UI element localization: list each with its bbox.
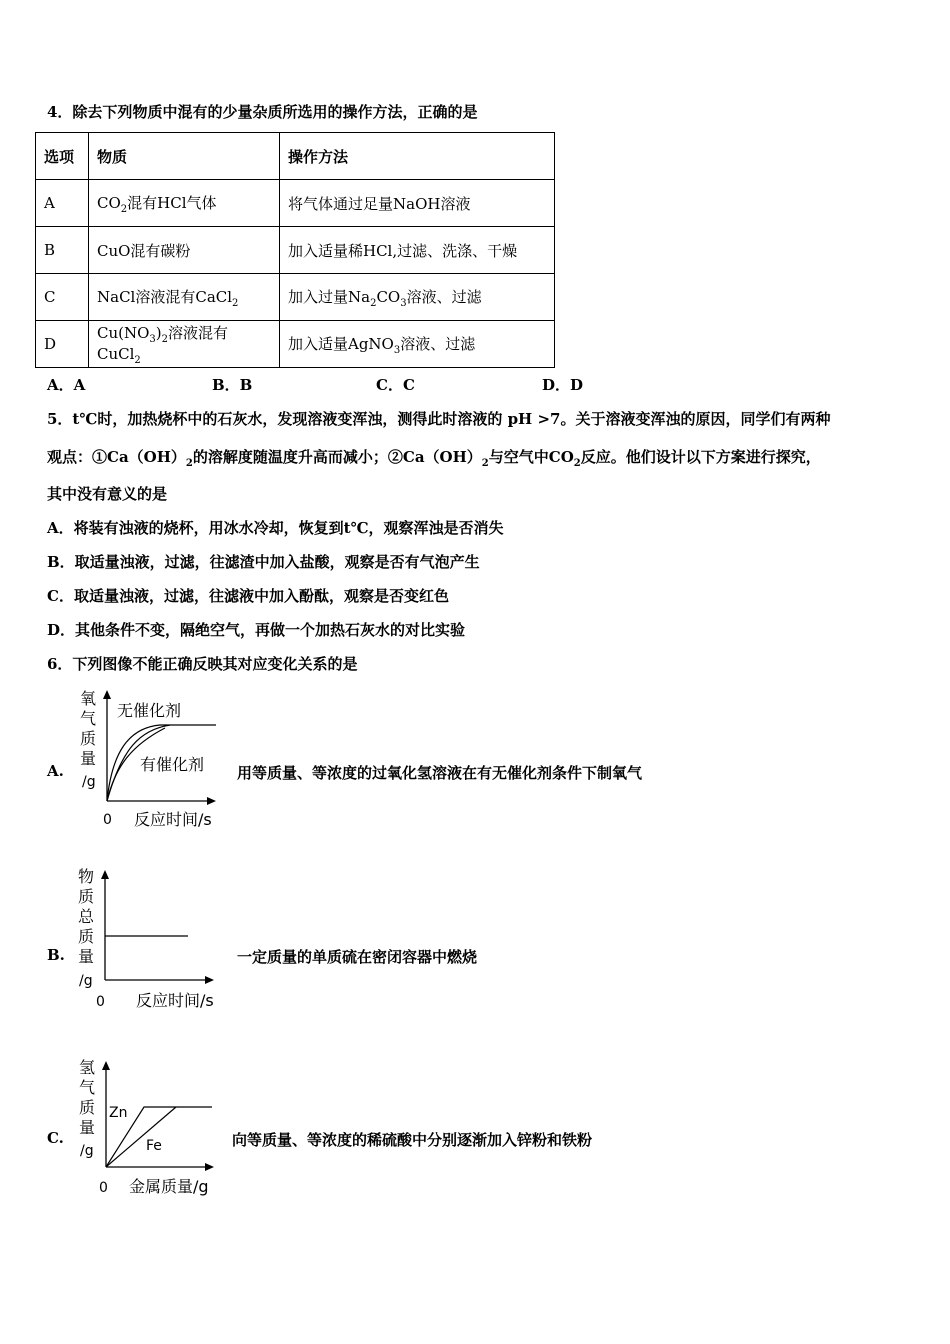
graph-c — [70, 1055, 230, 1200]
answer-d[interactable]: D．D — [542, 376, 584, 394]
row-substance: $CO_2$混有HCl气体 — [89, 180, 280, 227]
graph-b-svg — [70, 864, 230, 1012]
ylabel-unit: /g — [82, 774, 96, 790]
x-axis-arrow — [205, 1163, 214, 1171]
row-substance: CuO混有碳粉 — [89, 227, 280, 274]
graph-c-desc: 向等质量、等浓度的稀硫酸中分别逐渐加入锌粉和铁粉 — [232, 1131, 593, 1149]
curve-label-no-catalyst: 无催化剂 — [117, 701, 182, 720]
graph-c-svg — [70, 1055, 230, 1200]
answer-c[interactable]: C．C — [376, 376, 415, 394]
table-row — [36, 321, 555, 368]
ylabel-char: 量 — [79, 1118, 96, 1137]
graph-b-label[interactable]: B. — [47, 946, 65, 964]
ylabel-char: 量 — [80, 749, 97, 768]
ylabel-char: 总 — [78, 907, 95, 926]
ylabel-char: 质 — [78, 887, 95, 906]
curve-label-fe: Fe — [146, 1138, 162, 1154]
row-method: 加入适量AgNO$_3$溶液、过滤 — [280, 321, 555, 368]
graph-a-svg — [70, 688, 230, 833]
ylabel-char: 质 — [80, 729, 97, 748]
ylabel-unit: /g — [79, 973, 93, 989]
ylabel-char: 量 — [78, 947, 95, 966]
curve-label-catalyst: 有催化剂 — [140, 755, 205, 774]
graph-c-ylabel — [79, 1058, 95, 1159]
graph-b-ylabel — [78, 867, 95, 989]
origin-label: 0 — [103, 812, 112, 828]
header-option: 选项 — [36, 133, 89, 180]
ylabel-char: 物 — [78, 867, 95, 886]
curve-label-zn: Zn — [109, 1105, 128, 1121]
x-axis-arrow — [205, 976, 214, 984]
xlabel: 反应时间/s — [136, 991, 214, 1010]
header-method: 操作方法 — [280, 133, 555, 180]
ylabel-char: 质 — [79, 1098, 96, 1117]
ylabel-char: 氧 — [80, 689, 97, 708]
graph-b — [70, 864, 230, 1012]
q5-option-d[interactable]: D．其他条件不变，隔绝空气，再做一个加热石灰水的对比实验 — [47, 621, 466, 639]
origin-label: 0 — [96, 994, 105, 1010]
graph-a-ylabel — [80, 689, 96, 790]
row-substance: NaCl溶液混有CaCl$_2$ — [89, 274, 280, 321]
row-option: C — [36, 274, 89, 321]
table-row — [36, 180, 555, 227]
xlabel: 反应时间/s — [134, 810, 212, 829]
graph-a — [70, 688, 230, 833]
ylabel-char: 气 — [79, 1078, 96, 1097]
q6-stem: 6．下列图像不能正确反映其对应变化关系的是 — [47, 655, 358, 673]
graph-c-label[interactable]: C. — [47, 1129, 64, 1147]
row-method: 加入适量稀HCl,过滤、洗涤、干燥 — [280, 227, 555, 274]
ylabel-char: 质 — [78, 927, 95, 946]
row-option: A — [36, 180, 89, 227]
q4-table — [35, 132, 555, 368]
row-method: 将气体通过足量NaOH溶液 — [280, 180, 555, 227]
row-substance: $Cu(NO_3)_2$溶液混有CuCl$_2$ — [89, 321, 280, 368]
header-substance: 物质 — [89, 133, 280, 180]
ylabel-unit: /g — [80, 1143, 94, 1159]
origin-label: 0 — [99, 1180, 108, 1196]
q5-option-b[interactable]: B．取适量浊液，过滤，往滤渣中加入盐酸，观察是否有气泡产生 — [47, 553, 480, 571]
answer-a[interactable]: A．A — [47, 376, 86, 394]
graph-b-desc: 一定质量的单质硫在密闭容器中燃烧 — [237, 948, 478, 966]
q5-line1: 5．t℃时，加热烧杯中的石灰水，发现溶液变浑浊，测得此时溶液的 pH >7。关于溶液变浑浊的原因，同学们有两种 — [47, 410, 831, 428]
x-axis-arrow — [207, 797, 216, 805]
xlabel: 金属质量/g — [129, 1177, 209, 1196]
table-header-row — [36, 133, 555, 180]
row-method: 加入过量$Na_2CO_3$溶液、过滤 — [280, 274, 555, 321]
row-option: B — [36, 227, 89, 274]
table-row — [36, 274, 555, 321]
y-axis-arrow — [102, 1061, 110, 1070]
q5-option-a[interactable]: A．将装有浊液的烧杯，用冰水冷却，恢复到t℃，观察浑浊是否消失 — [47, 519, 504, 537]
graph-a-desc: 用等质量、等浓度的过氧化氢溶液在有无催化剂条件下制氧气 — [237, 764, 643, 782]
y-axis-arrow — [103, 690, 111, 699]
ylabel-char: 氢 — [79, 1058, 96, 1077]
q5-line3: 其中没有意义的是 — [47, 485, 168, 503]
q5-line2: 观点：$①Ca(OH)_2$的溶解度随温度升高而减小；$②Ca(OH)_2$与空气中$CO_2$反应。他们设计以下方案进行探究， — [47, 448, 821, 469]
y-axis-arrow — [101, 870, 109, 879]
row-option: D — [36, 321, 89, 368]
table-row — [36, 227, 555, 274]
graph-a-label[interactable]: A. — [47, 762, 64, 780]
answer-b[interactable]: B．B — [212, 376, 253, 394]
q4-stem: 4．除去下列物质中混有的少量杂质所选用的操作方法，正确的是 — [47, 103, 478, 121]
q5-option-c[interactable]: C．取适量浊液，过滤，往滤液中加入酚酞，观察是否变红色 — [47, 587, 449, 605]
ylabel-char: 气 — [80, 709, 97, 728]
